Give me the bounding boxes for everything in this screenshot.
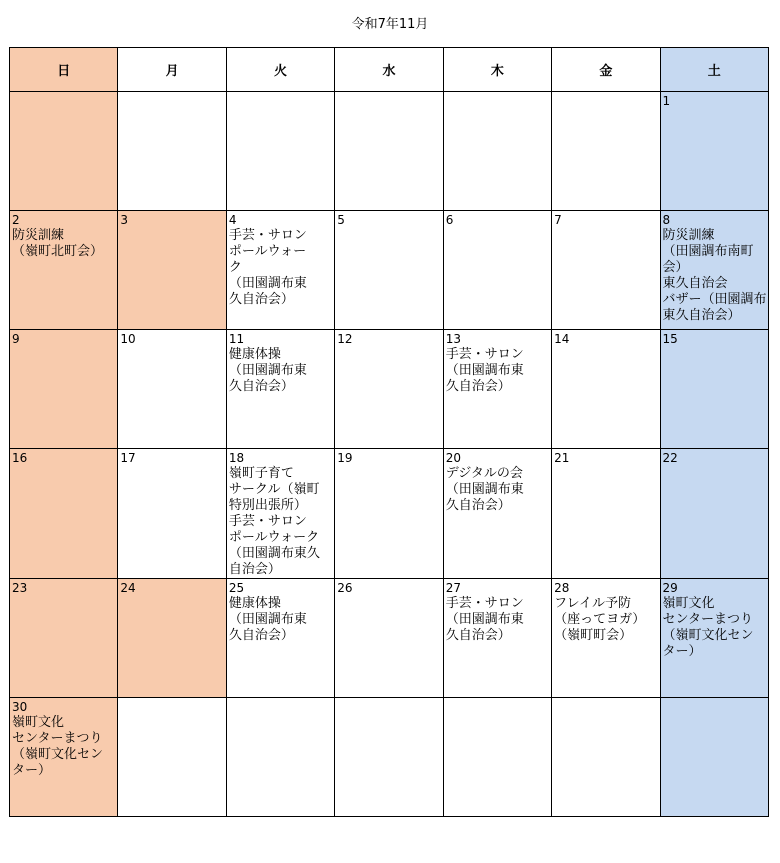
day-cell (660, 579, 768, 698)
day-number: 24 (120, 581, 136, 595)
day-cell-content (552, 449, 659, 466)
day-cell (660, 92, 768, 211)
day-cell (335, 698, 443, 817)
weekday-thu: 木 (443, 48, 551, 92)
day-cell-content (227, 449, 334, 578)
day-number: 30 (12, 700, 28, 714)
day-cell (226, 698, 334, 817)
day-cell (660, 330, 768, 449)
day-cell-content (335, 92, 442, 93)
day-cell (443, 92, 551, 211)
day-cell (660, 449, 768, 579)
day-cell-content (552, 92, 659, 93)
day-number: 2 (12, 213, 20, 227)
day-number: 17 (120, 451, 136, 465)
day-cell (10, 211, 118, 330)
day-number: 9 (12, 332, 20, 346)
event-text: 手芸・サロン （田園調布東 久自治会） (445, 596, 524, 643)
day-cell (552, 211, 660, 330)
day-cell-content (661, 211, 768, 324)
day-cell (118, 698, 226, 817)
day-cell-content (118, 698, 225, 699)
week-row (10, 449, 769, 579)
day-cell-content (10, 449, 117, 466)
day-cell-content (118, 579, 225, 596)
day-cell-content (661, 92, 768, 109)
weekday-tue: 火 (226, 48, 334, 92)
day-cell-content (444, 579, 551, 644)
day-cell-content (335, 579, 442, 596)
day-cell (552, 579, 660, 698)
event-text: 健康体操 （田園調布東 久自治会） (228, 596, 307, 643)
day-cell (226, 330, 334, 449)
day-cell (118, 579, 226, 698)
day-cell (443, 579, 551, 698)
day-cell (660, 211, 768, 330)
day-cell-content (335, 211, 442, 228)
day-cell (226, 579, 334, 698)
day-number: 14 (554, 332, 570, 346)
day-number: 8 (662, 213, 671, 227)
day-cell (660, 698, 768, 817)
day-cell (552, 449, 660, 579)
event-text: デジタルの会 （田園調布東 久自治会） (445, 466, 524, 513)
calendar-grid (9, 47, 769, 817)
day-cell (226, 211, 334, 330)
day-cell (335, 579, 443, 698)
day-number: 23 (12, 581, 28, 595)
day-cell-content (227, 698, 334, 699)
day-cell-content (118, 211, 225, 228)
week-row (10, 330, 769, 449)
day-cell (10, 449, 118, 579)
day-cell (335, 449, 443, 579)
day-number: 12 (337, 332, 353, 346)
week-row (10, 579, 769, 698)
day-number: 4 (228, 213, 237, 227)
day-cell (443, 698, 551, 817)
day-number: 5 (337, 213, 345, 227)
day-cell-content (10, 579, 117, 596)
day-cell (226, 92, 334, 211)
day-cell-content (661, 579, 768, 660)
day-number: 1 (662, 94, 671, 108)
week-row (10, 211, 769, 330)
day-number: 16 (12, 451, 28, 465)
day-cell-content (552, 330, 659, 347)
day-cell (443, 211, 551, 330)
day-cell (118, 330, 226, 449)
day-number: 29 (662, 581, 678, 595)
day-cell-content (10, 211, 117, 260)
day-cell (443, 330, 551, 449)
day-cell-content (10, 92, 117, 93)
event-text: 嶺町子育て サークル（嶺町 特別出張所） 手芸・サロン ポールウォーク （田園調布東久 自治会） (228, 466, 320, 577)
event-text: 健康体操 （田園調布東 久自治会） (228, 347, 307, 394)
day-cell-content (444, 330, 551, 395)
day-cell-content (10, 330, 117, 347)
day-cell-content (552, 579, 659, 644)
day-number: 19 (337, 451, 353, 465)
day-number: 22 (662, 451, 678, 465)
day-cell (118, 92, 226, 211)
day-cell (552, 330, 660, 449)
day-cell-content (444, 449, 551, 514)
day-cell-content (444, 698, 551, 699)
event-text: 防災訓練 （嶺町北町会） (12, 228, 104, 259)
day-cell-content (661, 330, 768, 347)
day-number: 6 (445, 213, 454, 227)
day-cell (552, 698, 660, 817)
day-number: 15 (662, 332, 678, 346)
calendar-title: 令和7年11月 (351, 17, 429, 32)
weekday-header-row (10, 48, 769, 92)
day-cell (335, 330, 443, 449)
day-cell-content (10, 698, 117, 779)
day-cell-content (118, 449, 225, 466)
weekday-sat: 土 (660, 48, 768, 92)
day-cell-content (227, 211, 334, 308)
day-cell (335, 211, 443, 330)
day-cell-content (444, 211, 551, 228)
week-row (10, 92, 769, 211)
day-number: 10 (120, 332, 136, 346)
day-number: 11 (228, 332, 245, 346)
day-cell (552, 92, 660, 211)
day-cell (335, 92, 443, 211)
event-text: 防災訓練 （田園調布南町 会） 東久自治会 バザー（田園調布 東久自治会） (662, 228, 767, 323)
day-cell-content (335, 330, 442, 347)
day-number: 7 (554, 213, 562, 227)
day-number: 20 (445, 451, 461, 465)
day-cell-content (227, 330, 334, 395)
day-cell-content (552, 211, 659, 228)
day-number: 13 (445, 332, 461, 346)
weekday-sun: 日 (10, 48, 118, 92)
day-cell-content (335, 698, 442, 699)
day-number: 28 (554, 581, 570, 595)
week-row (10, 698, 769, 817)
day-cell (443, 449, 551, 579)
day-cell-content (118, 330, 225, 347)
day-number: 3 (120, 213, 129, 227)
day-cell (10, 92, 118, 211)
day-cell (10, 698, 118, 817)
day-cell (118, 211, 226, 330)
day-cell-content (552, 698, 659, 699)
day-cell-content (118, 92, 225, 93)
day-cell (118, 449, 226, 579)
day-number: 27 (445, 581, 461, 595)
event-text: 嶺町文化 センターまつり （嶺町文化セン ター） (12, 715, 104, 778)
event-text: 手芸・サロン ポールウォー ク （田園調布東 久自治会） (228, 228, 307, 307)
weekday-wed: 水 (335, 48, 443, 92)
day-cell-content (227, 92, 334, 93)
day-cell-content (335, 449, 442, 466)
day-cell (10, 579, 118, 698)
event-text: フレイル予防 （座ってヨガ） （嶺町町会） (554, 596, 646, 643)
day-cell-content (661, 449, 768, 466)
event-text: 手芸・サロン （田園調布東 久自治会） (445, 347, 524, 394)
day-number: 18 (228, 451, 245, 465)
day-number: 26 (337, 581, 353, 595)
weekday-fri: 金 (552, 48, 660, 92)
day-cell-content (444, 92, 551, 93)
day-cell-content (227, 579, 334, 644)
day-number: 21 (554, 451, 570, 465)
day-cell (10, 330, 118, 449)
event-text: 嶺町文化 センターまつり （嶺町文化セン ター） (662, 596, 754, 659)
weekday-mon: 月 (118, 48, 226, 92)
day-number: 25 (228, 581, 245, 595)
day-cell-content (661, 698, 768, 699)
day-cell (226, 449, 334, 579)
